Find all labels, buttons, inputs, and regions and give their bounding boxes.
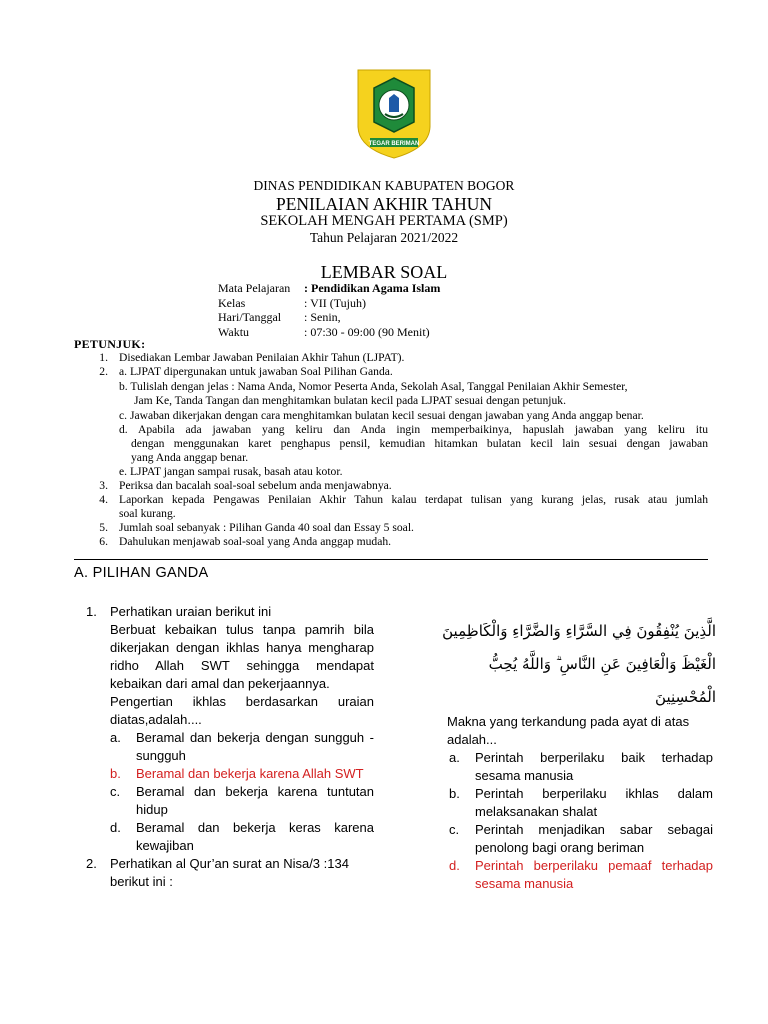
option-text: Perintah menjadikan sabar sebagai bbox=[475, 822, 713, 837]
info-value: : Pendidikan Agama Islam bbox=[304, 281, 441, 295]
option-text: hidup bbox=[136, 802, 168, 817]
instruction-number: 5. bbox=[99, 521, 108, 534]
option-text: Perintah berperilaku baik terhadap bbox=[475, 750, 713, 765]
info-value: : 07:30 - 09:00 (90 Menit) bbox=[304, 324, 430, 339]
option-text: sungguh bbox=[136, 748, 186, 763]
kabupaten-bogor-emblem-icon bbox=[356, 68, 432, 160]
info-label: Mata Pelajaran bbox=[218, 281, 291, 295]
exam-title: PENILAIAN AKHIR TAHUN bbox=[275, 194, 493, 214]
option-text: penolong bagi orang beriman bbox=[475, 840, 645, 855]
sheet-title: LEMBAR SOAL bbox=[320, 262, 448, 282]
question-text: Berbuat kebaikan tulus tanpa pamrih bila bbox=[110, 622, 374, 637]
question-text: dikerjakan dengan ikhlas hanya mengharap bbox=[110, 640, 374, 655]
question-text: kebaikan dari amal dan pekerjaannya. bbox=[110, 676, 330, 691]
regency-logo bbox=[356, 68, 432, 160]
instruction-text: a. LJPAT dipergunakan untuk jawaban Soal Pilihan Ganda. bbox=[119, 365, 393, 378]
instruction-text: soal kurang. bbox=[119, 507, 176, 520]
instruction-text: Jumlah soal sebanyak : Pilihan Ganda 40 soal dan Essay 5 soal. bbox=[119, 521, 414, 534]
question-number: 2. bbox=[86, 856, 97, 871]
info-row bbox=[218, 310, 440, 325]
instruction-text: b. Tulislah dengan jelas : Nama Anda, Nomor Peserta Anda, Sekolah Asal, Tanggal Penilaian Akhir Semester, bbox=[119, 380, 628, 393]
arabic-verse-line: الْمُحْسِنِينَ bbox=[655, 688, 716, 706]
logo-motto: TEGAR BERIMAN bbox=[368, 141, 420, 147]
info-row bbox=[218, 325, 440, 340]
info-value: : VII (Tujuh) bbox=[304, 295, 367, 310]
option-text: Perintah berperilaku ikhlas dalam bbox=[475, 786, 713, 801]
agency-title: DINAS PENDIDIKAN KABUPATEN BOGOR bbox=[253, 178, 515, 193]
option-letter-correct: b. bbox=[110, 766, 121, 781]
option-letter: d. bbox=[110, 820, 121, 835]
instruction-text: yang Anda anggap benar. bbox=[131, 451, 249, 464]
instruction-text: e. LJPAT jangan sampai rusak, basah atau kotor. bbox=[119, 465, 343, 478]
instruction-number: 4. bbox=[99, 493, 108, 506]
section-divider bbox=[74, 559, 708, 560]
option-letter: c. bbox=[110, 784, 121, 799]
info-label: Hari/Tanggal bbox=[218, 310, 282, 324]
academic-year: Tahun Pelajaran 2021/2022 bbox=[309, 230, 459, 245]
option-text: Beramal dan bekerja keras karena bbox=[136, 820, 374, 835]
option-text-correct: sesama manusia bbox=[475, 876, 574, 891]
arabic-verse-line: الَّذِينَ يُنْفِقُونَ فِي السَّرَّاءِ وَالضَّرَّاءِ وَالْكَاظِمِينَ bbox=[442, 622, 716, 640]
option-text: Beramal dan bekerja dengan sungguh - bbox=[136, 730, 374, 745]
info-row bbox=[218, 296, 440, 311]
info-value: : Senin, bbox=[304, 310, 341, 324]
question-text: Perhatikan uraian berikut ini bbox=[110, 604, 272, 619]
exam-info bbox=[218, 281, 440, 339]
option-text-correct: Perintah berperilaku pemaaf terhadap bbox=[475, 858, 713, 873]
question-text: berikut ini : bbox=[110, 874, 173, 889]
info-label: Kelas bbox=[218, 295, 246, 310]
instruction-text: dengan menggunakan karet penghapus pensil, kemudian hitamkan bulatan kecil lain sesuai dengan jawaban bbox=[131, 437, 708, 450]
option-text: Beramal dan bekerja karena tuntutan bbox=[136, 784, 374, 799]
info-label: Waktu bbox=[218, 324, 250, 339]
instruction-text: c. Jawaban dikerjakan dengan cara menghitamkan bulatan kecil sesuai dengan jawaban yang Anda anggap benar. bbox=[119, 409, 644, 422]
question-text: Pengertian ikhlas berdasarkan uraian bbox=[110, 694, 374, 709]
option-text: melaksanakan shalat bbox=[475, 804, 598, 819]
info-row bbox=[218, 281, 440, 296]
question-text: adalah... bbox=[447, 732, 497, 747]
instruction-text: Laporkan kepada Pengawas Penilaian Akhir Tahun kalau terdapat tulisan yang kurang jelas, rusak atau jumlah bbox=[119, 493, 708, 506]
instruction-number: 6. bbox=[99, 535, 108, 548]
instruction-number: 2. bbox=[99, 365, 108, 378]
question-text: Makna yang terkandung pada ayat di atas bbox=[447, 714, 690, 729]
section-title: A. PILIHAN GANDA bbox=[74, 565, 209, 581]
instruction-text: Dahulukan menjawab soal-soal yang Anda anggap mudah. bbox=[119, 535, 392, 548]
question-number: 1. bbox=[86, 604, 97, 619]
option-text: kewajiban bbox=[136, 838, 194, 853]
option-text-correct: Beramal dan bekerja karena Allah SWT bbox=[136, 766, 364, 781]
instruction-text: Periksa dan bacalah soal-soal sebelum anda menjawabnya. bbox=[119, 479, 392, 492]
question-text: Perhatikan al Qur’an surat an Nisa/3 :134 bbox=[110, 856, 349, 871]
option-letter: a. bbox=[449, 750, 460, 765]
option-text: sesama manusia bbox=[475, 768, 574, 783]
option-letter: b. bbox=[449, 786, 460, 801]
instruction-text: Jam Ke, Tanda Tangan dan menghitamkan bulatan kecil pada LJPAT sesuai dengan petunjuk. bbox=[134, 394, 566, 407]
instruction-number: 3. bbox=[99, 479, 108, 492]
instruction-text: d. Apabila ada jawaban yang keliru dan Anda ingin memperbaikinya, hapuslah jawaban yang keliru itu bbox=[119, 423, 708, 436]
arabic-verse-line: الْغَيْظَ وَالْعَافِينَ عَنِ النَّاسِ ۗ وَاللَّهُ يُحِبُّ bbox=[488, 655, 716, 673]
instruction-number: 1. bbox=[99, 351, 108, 364]
question-text: ridho Allah SWT sehingga mendapat bbox=[110, 658, 374, 673]
instruction-text: Disediakan Lembar Jawaban Penilaian Akhir Tahun (LJPAT). bbox=[119, 351, 405, 364]
question-text: diatas,adalah.... bbox=[110, 712, 202, 727]
school-title: SEKOLAH MENGAH PERTAMA (SMP) bbox=[260, 213, 508, 229]
option-letter-correct: d. bbox=[449, 858, 460, 873]
option-letter: c. bbox=[449, 822, 460, 837]
instructions-title: PETUNJUK: bbox=[74, 337, 146, 351]
option-letter: a. bbox=[110, 730, 121, 745]
